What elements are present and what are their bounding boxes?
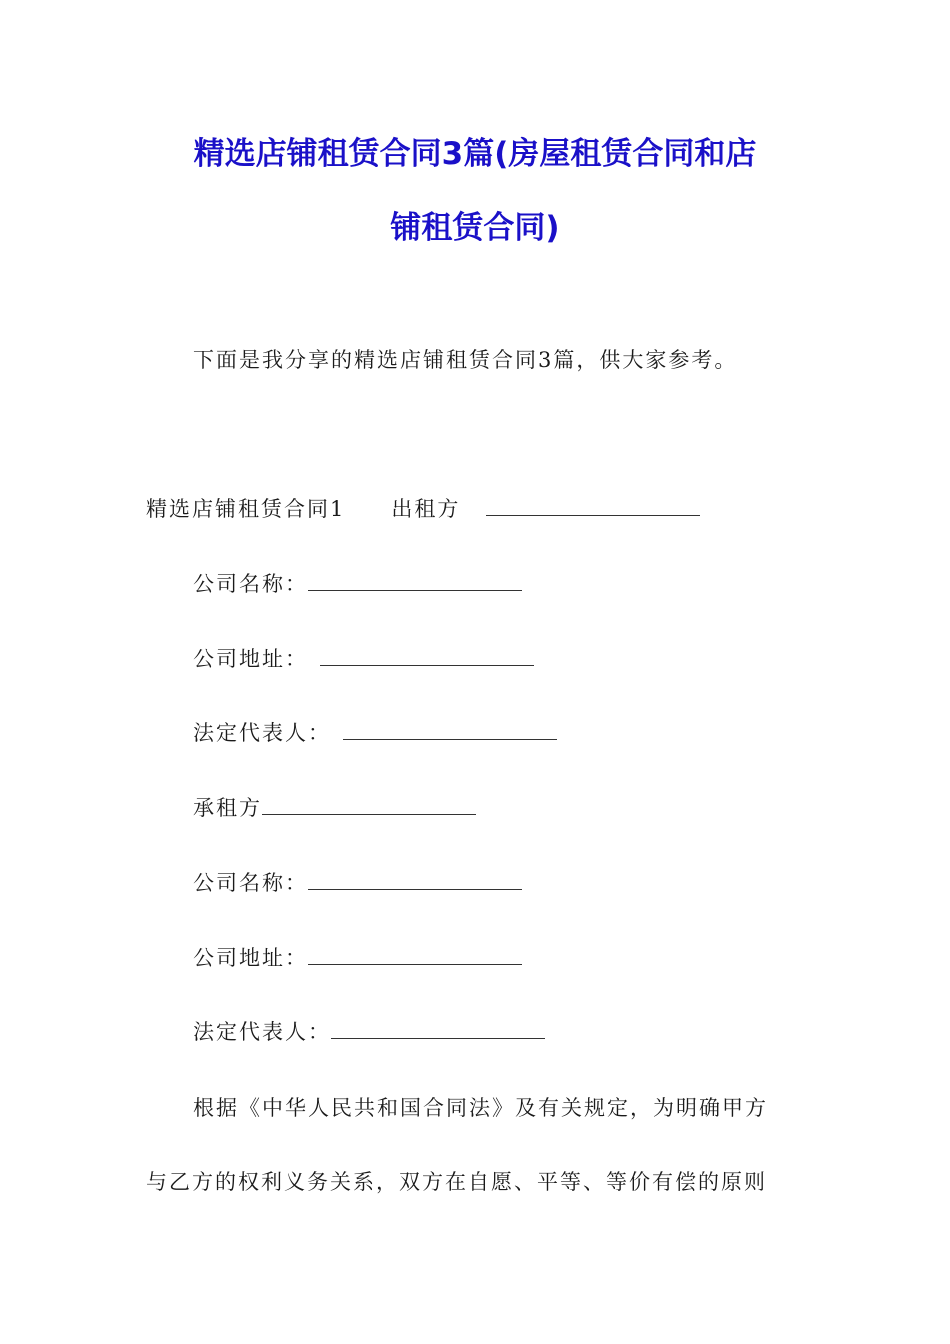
- lessor-company-address-row: [193, 644, 534, 674]
- document-title-line-1: 精选店铺租赁合同3篇(房屋租赁合同和店: [193, 136, 757, 172]
- lessee-company-name-blank: [308, 869, 522, 890]
- lessor-blank: [486, 495, 700, 516]
- lessor-company-address-blank: [320, 645, 534, 666]
- lessee-company-name-label: 公司名称：: [193, 871, 308, 895]
- lessee-legal-rep-row: [193, 1017, 545, 1047]
- section-heading-row: [146, 494, 700, 524]
- section-heading: 精选店铺租赁合同1: [146, 497, 346, 521]
- lessor-company-address-label: 公司地址：: [193, 647, 308, 671]
- intro-paragraph: 下面是我分享的精选店铺租赁合同3篇，供大家参考。: [193, 348, 738, 372]
- lessee-label: 承租方: [193, 796, 262, 820]
- lessor-company-name-row: [193, 569, 522, 599]
- lessor-company-name-blank: [308, 570, 522, 591]
- lessee-company-address-label: 公司地址：: [193, 946, 308, 970]
- lessee-row: [193, 793, 476, 823]
- lessee-legal-rep-blank: [331, 1018, 545, 1039]
- lessor-legal-rep-label: 法定代表人：: [193, 721, 331, 745]
- lessee-blank: [262, 794, 476, 815]
- lessee-company-name-row: [193, 868, 522, 898]
- lessee-company-address-blank: [308, 944, 522, 965]
- lessor-legal-rep-row: [193, 718, 557, 748]
- body-paragraph-line-2: 与乙方的权利义务关系，双方在自愿、平等、等价有偿的原则: [146, 1170, 767, 1194]
- lessee-legal-rep-label: 法定代表人：: [193, 1020, 331, 1044]
- lessee-company-address-row: [193, 943, 522, 973]
- body-paragraph-line-1: 根据《中华人民共和国合同法》及有关规定，为明确甲方: [193, 1096, 768, 1120]
- lessor-company-name-label: 公司名称：: [193, 572, 308, 596]
- lessor-legal-rep-blank: [343, 719, 557, 740]
- document-title-line-2: 铺租赁合同): [390, 210, 560, 246]
- lessor-label: 出租方: [391, 497, 461, 521]
